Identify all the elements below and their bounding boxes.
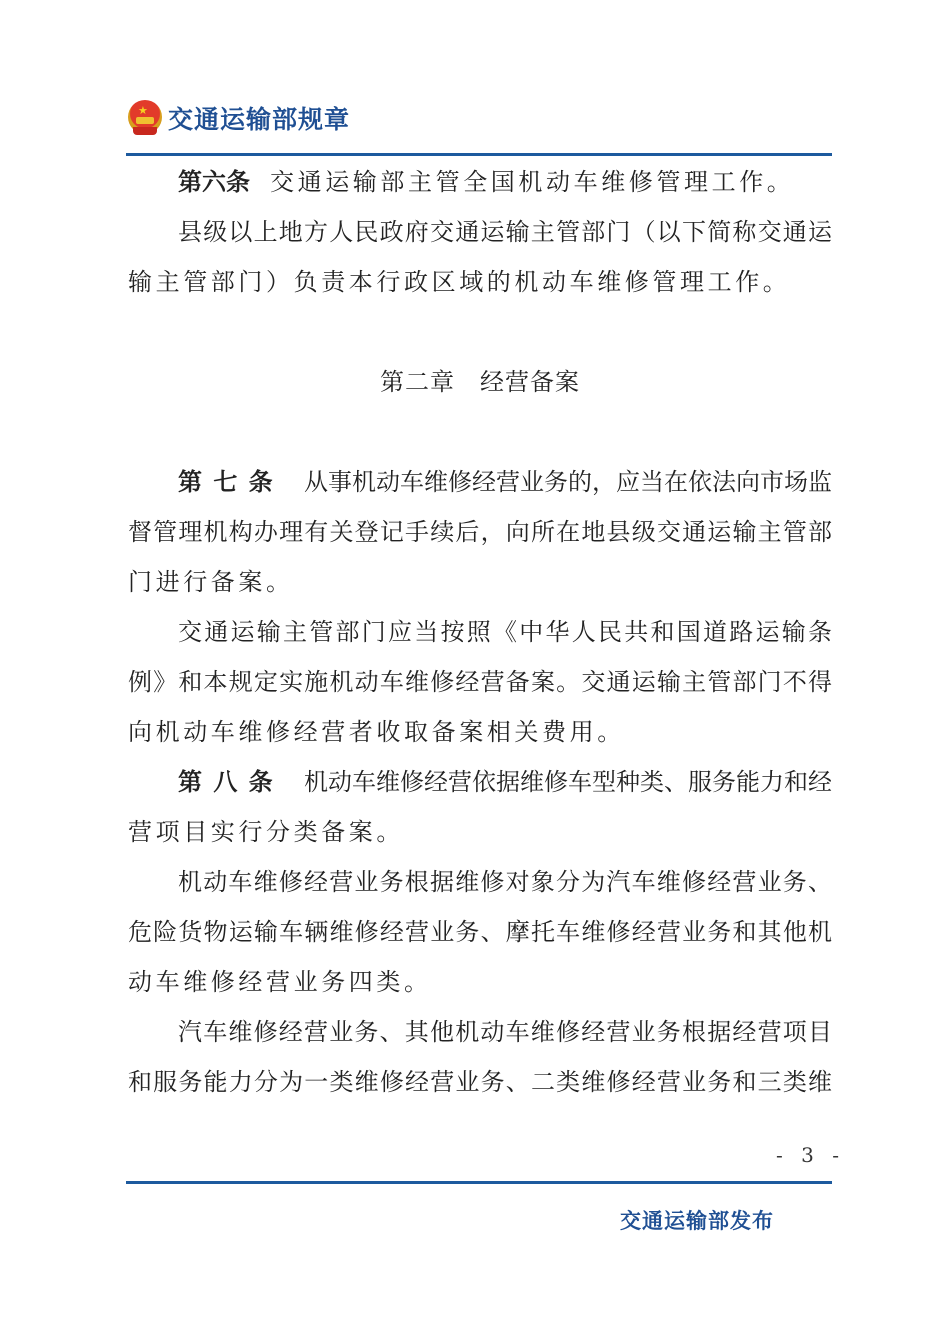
line-text: 营项目实行分类备案。 xyxy=(128,818,404,846)
national-emblem-icon: ★ xyxy=(128,100,162,136)
text-line xyxy=(128,957,832,1007)
line-text: 输主管部门）负责本行政区域的机动车维修管理工作。 xyxy=(128,268,791,296)
line-text: 县级以上地方人民政府交通运输主管部门（以下简称交通运 xyxy=(178,218,832,246)
document-body xyxy=(128,157,832,1107)
line-text: 动车维修经营业务四类。 xyxy=(128,968,432,996)
line-text: 汽车维修经营业务、其他机动车维修经营业务根据经营项目 xyxy=(178,1018,832,1046)
text-line xyxy=(128,807,832,857)
text-line xyxy=(128,507,832,557)
page-number: - 3 - xyxy=(776,1143,845,1167)
text-line xyxy=(128,257,832,307)
line-text: 交通运输主管部门应当按照《中华人民共和国道路运输条 xyxy=(178,618,832,646)
document-header xyxy=(128,100,350,136)
text-line xyxy=(128,1007,832,1057)
line-text: 向机动车维修经营者收取备案相关费用。 xyxy=(128,718,625,746)
line-text: 例》和本规定实施机动车维修经营备案。交通运输主管部门不得 xyxy=(128,668,832,696)
article-label: 第八条 xyxy=(178,768,284,796)
text-line xyxy=(128,207,832,257)
header-divider xyxy=(126,153,832,156)
text-line xyxy=(128,607,832,657)
article-label: 第六条 xyxy=(178,168,250,196)
line-text: 机动车维修经营业务根据维修对象分为汽车维修经营业务、 xyxy=(178,868,832,896)
line-text: 交通运输部主管全国机动车维修管理工作。 xyxy=(270,168,795,196)
header-title: 交通运输部规章 xyxy=(168,105,351,134)
text-line xyxy=(128,1057,832,1107)
text-line xyxy=(128,707,832,757)
line-text: 危险货物运输车辆维修经营业务、摩托车维修经营业务和其他机 xyxy=(128,918,832,946)
footer-publisher: 交通运输部发布 xyxy=(620,1209,774,1233)
article-line xyxy=(128,457,832,507)
text-line xyxy=(128,557,832,607)
text-line xyxy=(128,857,832,907)
blank-line xyxy=(128,307,832,357)
article-line xyxy=(128,757,832,807)
line-text: 从事机动车维修经营业务的，应当在依法向市场监 xyxy=(304,468,832,496)
line-text: 机动车维修经营依据维修车型种类、服务能力和经 xyxy=(304,768,832,796)
blank-line xyxy=(128,407,832,457)
line-text: 门进行备案。 xyxy=(128,568,294,596)
text-line xyxy=(128,657,832,707)
line-text: 和服务能力分为一类维修经营业务、二类维修经营业务和三类维 xyxy=(128,1068,832,1096)
article-label: 第七条 xyxy=(178,468,284,496)
text-line xyxy=(128,907,832,957)
footer-divider xyxy=(126,1181,832,1184)
article-line xyxy=(128,157,832,207)
chapter-heading: 第二章 经营备案 xyxy=(380,368,580,396)
line-text: 督管理机构办理有关登记手续后，向所在地县级交通运输主管部 xyxy=(128,518,832,546)
